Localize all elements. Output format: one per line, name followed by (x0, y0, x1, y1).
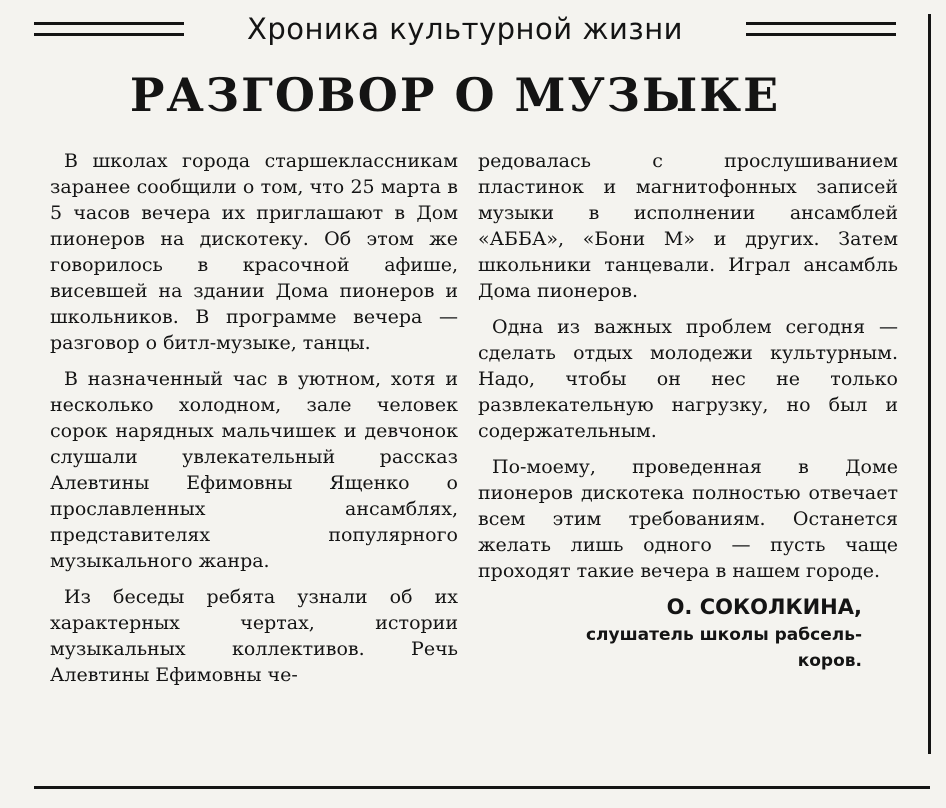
paragraph-continued: редовалась с прослушиванием пластинок и магнитофонных записей музыки в исполнении ансамблей «АББА», «Бони М» и других. Затем школьники танцевали. Играл ансамбль Дома пионеров. (478, 150, 898, 302)
decorative-rule-right (746, 22, 896, 44)
bottom-rule (34, 786, 930, 789)
author-description-line: слушатель школы рабсель- (585, 625, 862, 645)
paragraph: По-моему, проведенная в Доме пионеров дискотека полностью отвечает всем этим требованиям. Останется желать лишь одного — пусть чаще проходят такие вечера в нашем городе. (478, 456, 898, 582)
author-description-line: коров. (797, 651, 862, 671)
article-headline: РАЗГОВОР О МУЗЫКЕ (129, 68, 781, 122)
paragraph: Одна из важных проблем сегодня — сделать отдых молодежи культурным. Надо, чтобы он нес не только развлекательную нагрузку, но был и содержательным. (478, 316, 898, 442)
author-description (478, 622, 862, 674)
article-column-left (50, 148, 458, 698)
paragraph: В назначенный час в уютном, хотя и несколько холодном, зале человек сорок нарядных мальчишек и девчонок слушали увлекательный рассказ Алевтины Ефимовны Ященко о прославленных ансамблях, представителях популярного музыкального жанра. (50, 368, 458, 572)
decorative-rule-left (34, 22, 184, 44)
paragraph: Из беседы ребята узнали об их характерных чертах, истории музыкальных коллективов. Речь Алевтины Ефимовны че- (50, 586, 458, 686)
column-divider-right (928, 14, 931, 754)
author-signature: О. СОКОЛКИНА, (666, 595, 862, 619)
paragraph: В школах города старшеклассникам заранее сообщили о том, что 25 марта в 5 часов вечера их приглашают в Дом пионеров на дискотеку. Об этом же говорилось в красочной афише, висевшей на здании Дома пионеров и школьников. В программе вечера — разговор о битл-музыке, танцы. (50, 150, 458, 354)
section-rubric: Хроника культурной жизни (246, 12, 684, 46)
article-column-right (478, 148, 898, 674)
